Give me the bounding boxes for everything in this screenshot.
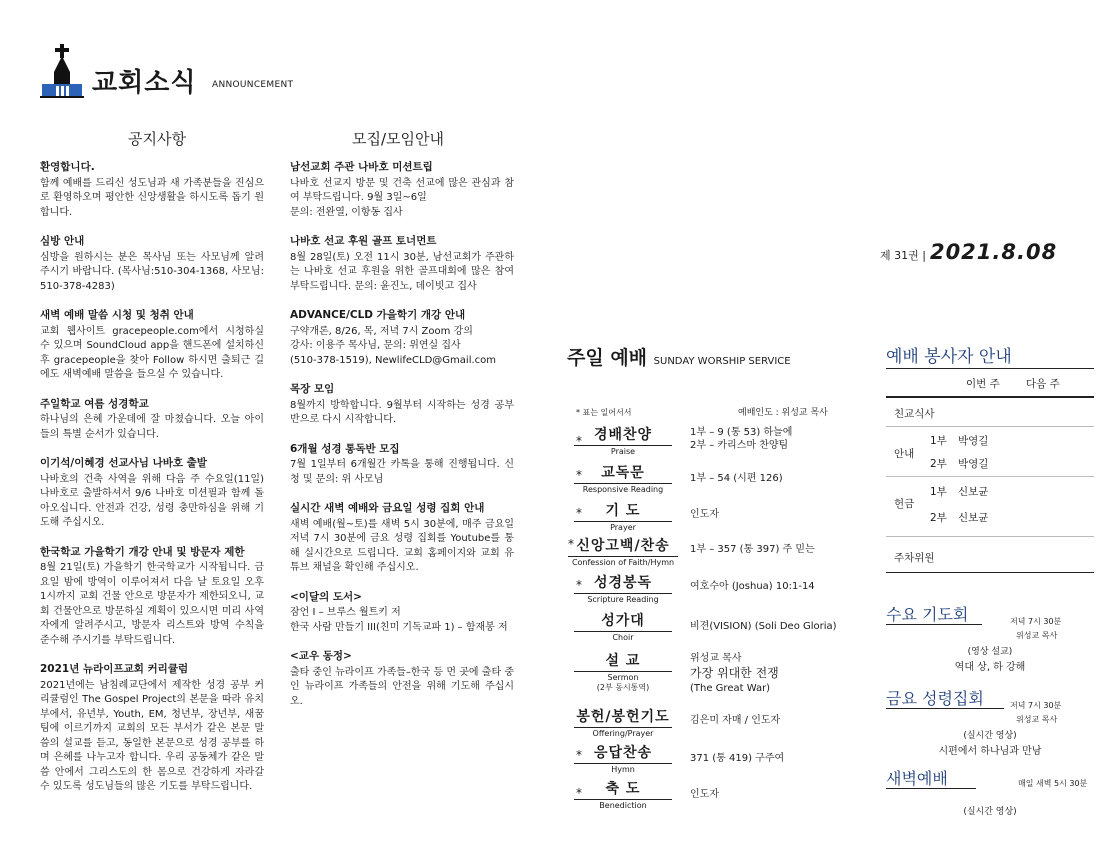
offering-label: 헌금 [894, 498, 915, 510]
worship-item [568, 535, 870, 571]
section-heading: <교우 동정> [290, 650, 352, 662]
friday-time: 저녁 7시 30분 [1010, 701, 1062, 710]
worship-item [568, 610, 870, 646]
item-name-en: Scripture Reading [574, 593, 672, 604]
wednesday-note: (영상 설교) [967, 647, 1013, 657]
item-detail: 인도자 [690, 509, 719, 520]
usher-first-name: 박영길 [958, 435, 989, 447]
item-name: 축 도 [605, 781, 641, 797]
dawn-rule [886, 788, 976, 789]
section-heading: 목장 모임 [290, 383, 335, 395]
recruitment-section [290, 501, 514, 576]
section-body: 하나님의 은혜 가운데에 잘 마쳤습니다. 오늘 아이들의 특별 순서가 있습니다. [40, 414, 264, 440]
item-name-en: Benediction [574, 799, 672, 810]
section-body: 나바호 선교지 방문 및 건축 선교에 많은 관심과 참여 부탁드립니다. 9월 3일~6일 문의: 전완열, 이항동 집사 [290, 177, 514, 218]
section-heading: ADVANCE/CLD 가을학기 개강 안내 [290, 309, 466, 321]
item-name: 봉헌/봉헌기도 [576, 709, 670, 725]
page-title: 교회소식 [92, 68, 197, 98]
announcement-section [40, 160, 264, 220]
section-body: 7월 1일부터 6개월간 카톡을 통해 진행됩니다. 신청 및 문의: 위 사모님 [290, 459, 514, 485]
volunteers-top-rule [886, 368, 1094, 369]
item-name-en: Responsive Reading [574, 483, 672, 494]
section-heading: 환영합니다. [40, 161, 95, 173]
usher-second-label: 2부 [930, 458, 947, 470]
item-name: 신앙고백/찬송 [576, 538, 670, 554]
standing-mark: * [576, 506, 582, 520]
announcements-title: 공지사항 [128, 130, 186, 148]
item-name-en: Choir [574, 631, 672, 642]
offering-second-label: 2부 [930, 512, 947, 524]
issue-info [880, 240, 1057, 264]
wednesday-time: 저녁 7시 30분 [1010, 617, 1062, 626]
recruitment-section [290, 442, 514, 488]
section-body: 교회 웹사이트 gracepeople.com에서 시청하실 수 있으며 SoundCloud app을 핸드폰에 설치하신 후 gracepeople을 찾아 Follow 하시면 출퇴근 길에도 새벽예배 말씀을 들으실 수 있습니다. [40, 325, 264, 380]
item-detail: 여호수아 (Joshua) 10:1-14 [690, 581, 815, 592]
announcements-column [40, 160, 264, 795]
section-heading: 6개월 성경 통독반 모집 [290, 442, 400, 455]
volunteers-bottom-rule [886, 572, 1094, 573]
section-body: 잠언 I – 브루스 월트키 저 한국 사람 만들기 III(친미 기독교파 1) – 함재봉 저 [290, 607, 508, 633]
fellowship-label: 친교식사 [894, 408, 935, 420]
announcement-section [40, 456, 264, 531]
section-heading: 주일학교 여름 성경학교 [40, 397, 149, 410]
worship-item [568, 424, 870, 464]
item-detail: 1부 – 357 (통 397) 주 믿는 [690, 544, 815, 555]
parking-label: 주차위원 [894, 552, 935, 564]
volunteers-rule [886, 476, 1094, 477]
section-heading: 심방 안내 [40, 235, 85, 247]
worship-item [568, 706, 870, 742]
dawn-time: 매일 새벽 5시 30분 [1018, 779, 1088, 788]
item-detail: 비젼(VISION) (Soli Deo Gloria) [690, 621, 837, 632]
wednesday-text: 역대 상, 하 강해 [954, 662, 1026, 673]
this-week-header: 이번 주 [966, 378, 1000, 390]
worship-title-ko: 주일 예배 [567, 347, 648, 369]
worship-item [568, 572, 870, 608]
section-heading: <이달의 도서> [290, 590, 362, 603]
recruitment-section [290, 308, 514, 368]
section-body: 2021년에는 남침례교단에서 제작한 성경 공부 커리큘럼인 The Gospel Project의 본문을 따라 유치부에서, 유년부, Youth, EM, 청년부, 장년부, 새꿈팀에 이르기까지 교회의 모든 부서가 같은 본문 말씀의 설교를 듣고, 동일한 본문으로 성경 공부를 하며 은혜를 나누고자 합니다. 우리 공동체가 같은 말씀 안에서 그리스도의 한 몸으로 건강하게 자라갈 수 있도록 성도님들의 많은 기도를 부탁드립니다. [40, 679, 264, 792]
section-body: 8월 28일(토) 오전 11시 30분, 남선교회가 주관하는 나바호 선교 후원을 위한 골프대회에 많은 참여 부탁드립니다. 문의: 윤진노, 데이빗고 집사 [290, 251, 514, 292]
item-detail-2: 2부 – 카리스마 찬양팀 [690, 440, 789, 451]
section-body: 8월까지 방학합니다. 9월부터 시작하는 성경 공부반으로 다시 시작합니다. [290, 399, 514, 425]
friday-rule [886, 708, 1004, 709]
volunteers-title: 예배 봉사자 안내 [886, 347, 1012, 367]
sermon-name-en: Sermon [574, 671, 672, 682]
standing-note: * 표는 일어서서 [576, 408, 632, 417]
next-week-header: 다음 주 [1026, 378, 1060, 390]
item-detail: 김은미 자매 / 인도자 [690, 715, 781, 726]
offering-first-label: 1부 [930, 486, 947, 498]
dawn-note: (실시간 영상) [963, 807, 1017, 817]
friday-title: 금요 성령집회 [886, 689, 984, 708]
friday-note: (실시간 영상) [963, 731, 1017, 741]
worship-item [568, 500, 870, 536]
section-body: 나바호의 건축 사역을 위해 다음 주 수요일(11일) 나바호로 출발하셔서 9/6 나바호 미션필과 함께 돌아오십니다. 안전과 건강, 성령 충만하심을 위해 기도해 주십시오. [40, 473, 264, 528]
section-heading: 실시간 새벽 예배와 금요일 성령 집회 안내 [290, 502, 485, 514]
recruitment-section [290, 649, 514, 709]
item-name-en: Offering/Prayer [574, 727, 672, 738]
announcement-section [40, 234, 264, 294]
section-heading: 2021년 뉴라이프교회 커리큘럼 [40, 663, 189, 675]
worship-item [568, 462, 870, 498]
standing-mark: * [568, 537, 574, 551]
offering-first-name: 신보균 [958, 486, 989, 498]
item-name-en: Hymn [574, 763, 672, 774]
item-detail: 인도자 [690, 789, 719, 800]
standing-mark: * [576, 468, 582, 482]
usher-second-name: 박영길 [958, 458, 989, 470]
sermon-item [568, 650, 870, 700]
item-name: 기 도 [605, 503, 641, 519]
announcement-section [40, 545, 264, 649]
item-name: 성경봉독 [593, 575, 653, 591]
wednesday-speaker: 위성교 목사 [1016, 631, 1058, 640]
section-heading: 이기석/이혜경 선교사님 나바호 출발 [40, 457, 207, 469]
sermon-title-en: (The Great War) [690, 683, 771, 694]
wednesday-rule [886, 624, 982, 625]
sermon-title: 가장 위대한 전쟁 [690, 666, 779, 680]
standing-mark: * [576, 748, 582, 762]
friday-text: 시편에서 하나님과 만남 [938, 746, 1042, 757]
section-heading: 새벽 예배 말씀 시청 및 청취 안내 [40, 309, 194, 321]
section-body: 8월 21일(토) 가을학기 한국학교가 시작됩니다. 금요일 밤에 방역이 이루어져서 다음 날 토요일 오후 1시까지 교회 건물 안으로 방문자가 제한되오니, 교회 건물안으로 방문하실 계획이 있으시면 미리 사역자에게 알려주시고, 방문자 리스트와 방역 수칙을 준수해 주시기를 부탁드립니다. [40, 562, 264, 646]
section-body: 출타 중인 뉴라이프 가족들–한국 등 먼 곳에 출타 중인 뉴라이프 가족들의 안전을 위해 기도해 주십시오. [290, 666, 514, 707]
volunteers-rule [886, 536, 1094, 537]
standing-mark: * [576, 786, 582, 800]
dawn-title: 새벽예배 [886, 769, 948, 788]
volunteers-rule [886, 426, 1094, 427]
worship-item [568, 742, 870, 778]
volunteers-rule [886, 396, 1094, 398]
issue-date: 2021.8.08 [929, 240, 1058, 264]
usher-first-label: 1부 [930, 435, 947, 447]
item-name: 성가대 [601, 613, 645, 629]
sermon-preacher: 위성교 목사 [690, 653, 742, 664]
announcement-section [40, 662, 264, 795]
worship-title [567, 343, 791, 370]
item-name: 응답찬송 [593, 745, 653, 761]
church-logo-icon [40, 42, 84, 98]
volume-label: 제 31권 | [880, 249, 926, 262]
recruitment-section [290, 590, 514, 636]
standing-mark: * [576, 578, 582, 592]
item-name-en: Prayer [574, 521, 672, 532]
recruitment-section [290, 234, 514, 294]
worship-subtitle: SUNDAY WORSHIP SERVICE [653, 356, 791, 367]
item-name-en: Confession of Faith/Hymn [568, 556, 678, 567]
usher-label: 안내 [894, 448, 915, 460]
item-detail: 371 (통 419) 구주여 [690, 753, 785, 764]
item-detail: 1부 – 54 (시편 126) [690, 473, 783, 484]
recruitment-section [290, 382, 514, 428]
section-heading: 남선교회 주관 나바호 미션트립 [290, 161, 433, 173]
standing-mark: * [576, 434, 582, 448]
recruitment-section [290, 160, 514, 220]
section-body: 새벽 예배(월~토)를 새벽 5시 30분에, 매주 금요일 저녁 7시 30분에 금요 성령 집회를 Youtube를 통해 실시간으로 드립니다. 교회 홈페이지와 교회 유튜브 채널을 확인해 주십시오. [290, 518, 514, 573]
section-heading: 나바호 선교 후원 골프 토너먼트 [290, 235, 437, 247]
worship-leader: 예배인도 : 위성교 목사 [738, 408, 828, 418]
section-heading: 한국학교 가을학기 개강 안내 및 방문자 제한 [40, 545, 245, 558]
section-body: 심방을 원하시는 분은 목사님 또는 사모님께 알려 주시기 바랍니다. (목사님:510-304-1368, 사모님: 510-378-4283) [40, 251, 264, 292]
item-name: 교독문 [601, 465, 645, 481]
item-name: 경배찬양 [593, 427, 653, 443]
offering-second-name: 신보균 [958, 512, 989, 524]
wednesday-title: 수요 기도회 [886, 605, 969, 624]
sermon-note: (2부 동시통역) [596, 683, 650, 692]
worship-item [568, 778, 870, 814]
recruitment-column [290, 160, 514, 709]
item-detail: 1부 – 9 (통 53) 하늘에 [690, 427, 793, 438]
section-body: 함께 예배를 드리신 성도님과 새 가족분들을 진심으로 환영하오며 평안한 신앙생활을 하시도록 돕기 원합니다. [40, 177, 264, 218]
announcement-section [40, 397, 264, 443]
friday-speaker: 위성교 목사 [1016, 715, 1058, 724]
item-name-en: Praise [574, 445, 672, 456]
page-subtitle: ANNOUNCEMENT [212, 80, 294, 90]
recruitment-title: 모집/모임안내 [352, 130, 444, 148]
section-body: 구약개론, 8/26, 목, 저녁 7시 Zoom 강의 강사: 이용주 목사님, 문의: 위연실 집사 (510-378-1519), NewlifeCLD@Gmail.com [290, 325, 497, 366]
announcement-section [40, 308, 264, 383]
sermon-name: 설 교 [605, 653, 641, 669]
